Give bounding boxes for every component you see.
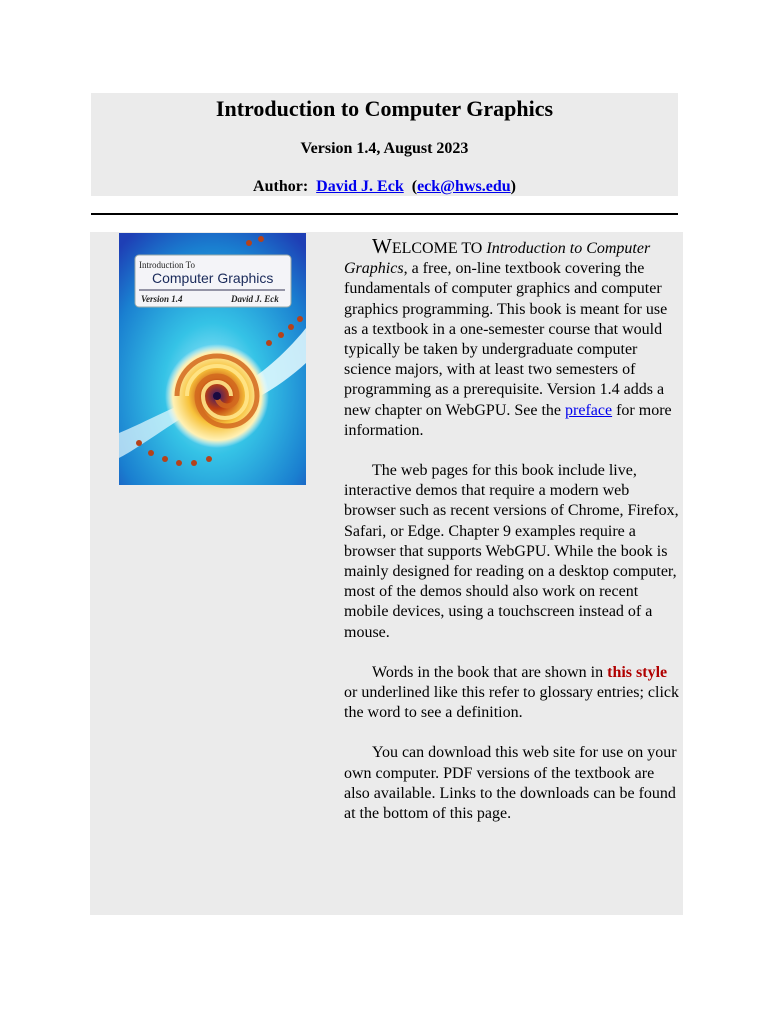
horizontal-rule bbox=[91, 213, 678, 215]
cover-line1: Introduction To bbox=[139, 260, 195, 270]
glossary-text-1: Words in the book that are shown in bbox=[372, 663, 608, 681]
author-line: Author: David J. Eck (eck@hws.edu) bbox=[253, 178, 516, 195]
welcome-first-word: ELCOME TO bbox=[391, 240, 483, 257]
glossary-example-term[interactable]: this style bbox=[607, 663, 668, 681]
cover-author: David J. Eck bbox=[231, 294, 279, 304]
glossary-text-2: or underlined like this refer to glossary entries; click the word to see a definition. bbox=[344, 684, 680, 722]
welcome-text-1: , a free, on-line textbook covering the fundamentals of computer graphics and computer graphics programming. This book is meant for use as a textbook in a one-semester course that would typically be taken by undergraduate computer science majors, with at least two semesters of programming as a prerequisite. Version 1.4 adds a new chapter on WebGPU. See the bbox=[344, 260, 668, 419]
glossary-paragraph bbox=[344, 663, 683, 724]
welcome-first-letter: W bbox=[372, 234, 392, 258]
preface-link[interactable]: preface bbox=[565, 401, 613, 419]
book-cover-image bbox=[119, 233, 306, 485]
content-panel bbox=[90, 232, 683, 915]
download-paragraph: You can download this web site for use on your own computer. PDF versions of the textbook are also available. Links to the downloads can be found at the bottom of this page. bbox=[344, 744, 677, 823]
version-line: Version 1.4, August 2023 bbox=[300, 140, 469, 157]
welcome-paragraph bbox=[344, 236, 683, 441]
book-title-italic: Introduction to Computer Graphics bbox=[344, 240, 651, 278]
demos-paragraph: The web pages for this book include live, interactive demos that require a modern web browser such as recent versions of Chrome, Firefox, Safari, or Edge. Chapter 9 examples require a browser that supports WebGPU. While the book is mainly designed for reading on a desktop computer, most of the demos should also work on recent mobile devices, using a touchscreen instead of a mouse. bbox=[344, 462, 679, 641]
author-label: Author: bbox=[253, 178, 309, 195]
author-name-link[interactable]: David J. Eck bbox=[316, 178, 404, 195]
cover-title: Computer Graphics bbox=[152, 270, 274, 286]
cover-version: Version 1.4 bbox=[141, 294, 183, 304]
welcome-text-2: for more information. bbox=[344, 401, 672, 439]
main-text bbox=[344, 236, 683, 844]
header-panel bbox=[91, 93, 678, 196]
author-email-link[interactable]: eck@hws.edu bbox=[417, 178, 511, 195]
page-title: Introduction to Computer Graphics bbox=[215, 96, 554, 121]
